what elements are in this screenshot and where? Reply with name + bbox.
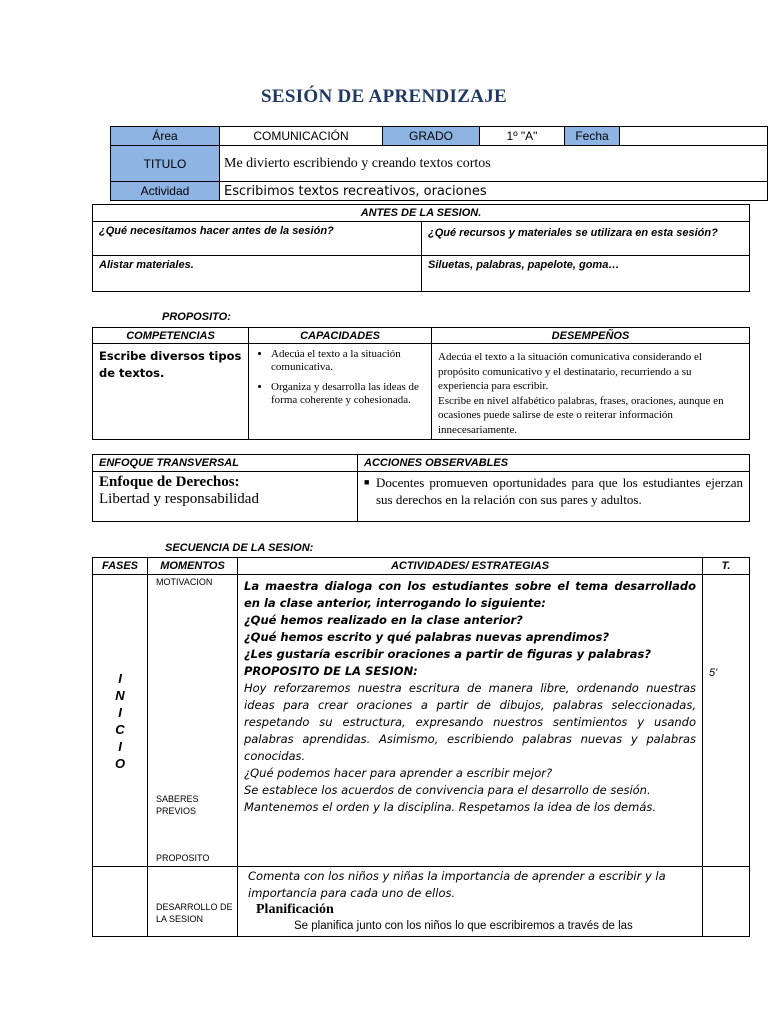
momentos-inicio — [148, 575, 238, 867]
secuencia-label: SECUENCIA DE LA SESION: — [165, 542, 314, 554]
mom-saberes: SABERES PREVIOS — [156, 794, 199, 816]
activity-line: ¿Qué hemos escrito y qué palabras nuevas aprendimos? — [244, 630, 610, 644]
actividades-normal — [244, 680, 696, 816]
desempeno-2: Escribe en nivel alfabético palabras, frases, oraciones, aunque en ocasiones puede salirse de este o reiterar información innecesariamente. — [438, 394, 724, 436]
actividades-desarrollo — [238, 867, 703, 937]
grado-value: 1º "A" — [480, 127, 565, 146]
actividades-bold — [244, 578, 696, 680]
mom-desarrollo: DESARROLLO DE LA SESION — [156, 902, 233, 924]
col-acciones: ACCIONES OBSERVABLES — [358, 455, 750, 472]
capacidad-item: • Organiza y desarrolla las ideas de forma coherente y cohesionada. — [271, 381, 431, 407]
enfoque-cell — [93, 472, 358, 522]
fase-inicio-letters — [93, 670, 147, 772]
antes-heading: ANTES DE LA SESION. — [93, 205, 750, 222]
col-momentos: MOMENTOS — [148, 558, 238, 575]
fase-letter: C — [115, 721, 125, 737]
fecha-value — [620, 127, 768, 146]
proposito-table — [92, 327, 750, 440]
planificacion-heading: Planificación — [256, 902, 334, 917]
activity-line: ¿Qué podemos hacer para aprender a escribir mejor? — [244, 766, 553, 780]
titulo-label: TITULO — [111, 146, 220, 182]
bullet-icon: ■ — [364, 477, 370, 487]
fecha-label: Fecha — [565, 127, 620, 146]
activity-line: PROPOSITO DE LA SESION: — [244, 664, 418, 678]
acciones-cell — [358, 472, 750, 522]
fase-desarrollo — [93, 867, 148, 937]
enfoque-name: Enfoque de Derechos: — [99, 474, 240, 490]
antes-a2: Siluetas, palabras, papelote, goma… — [422, 256, 750, 292]
activity-line: ¿Qué hemos realizado en la clase anterior? — [244, 613, 523, 627]
fase-letter: I — [118, 738, 122, 754]
col-fases: FASES — [93, 558, 148, 575]
activity-line: La maestra dialoga con los estudiantes sobre el tema desarrollado en la clase anterior, interrogando lo siguiente: — [244, 579, 696, 610]
grado-label: GRADO — [383, 127, 480, 146]
activity-line: ¿Les gustaría escribir oraciones a partir de figuras y palabras? — [244, 647, 651, 661]
col-competencias: COMPETENCIAS — [93, 328, 249, 344]
titulo-value: Me divierto escribiendo y creando textos cortos — [220, 146, 768, 182]
area-label: Área — [111, 127, 220, 146]
antes-a1: Alistar materiales. — [93, 256, 422, 292]
col-desempenos: DESEMPEÑOS — [432, 328, 750, 344]
capacidades-cell — [249, 344, 432, 440]
antes-q2: ¿Qué recursos y materiales se utilizara en esta sesión? — [422, 222, 750, 256]
desempenos-cell — [432, 344, 750, 440]
col-actividades: ACTIVIDADES/ ESTRATEGIAS — [238, 558, 703, 575]
antes-q1: ¿Qué necesitamos hacer antes de la sesión? — [93, 222, 422, 256]
area-value: COMUNICACIÓN — [220, 127, 383, 146]
capacidad-item: • Adecúa el texto a la situación comunicativa. — [271, 348, 431, 374]
fase-letter: I — [118, 704, 122, 720]
momentos-desarrollo — [148, 867, 238, 937]
accion-item — [364, 474, 743, 508]
capacidades-list — [249, 348, 431, 407]
secuencia-table — [92, 557, 750, 937]
planificacion-text: Se planifica junto con los niños lo que escribiremos a través de las — [294, 920, 633, 932]
col-enfoque: ENFOQUE TRANSVERSAL — [93, 455, 358, 472]
accion-text: Docentes promueven oportunidades para que los estudiantes ejerzan sus derechos en la relación con sus pares y adultos. — [376, 475, 743, 507]
competencia: Escribe diversos tipos de textos. — [93, 344, 249, 440]
actividad-label: Actividad — [111, 182, 220, 201]
col-capacidades: CAPACIDADES — [249, 328, 432, 344]
fase-inicio — [93, 575, 148, 867]
proposito-label: PROPOSITO: — [162, 311, 231, 323]
header-table — [110, 126, 768, 201]
tiempo-desarrollo — [703, 867, 750, 937]
page-title: SESIÓN DE APRENDIZAJE — [261, 86, 507, 107]
col-t: T. — [703, 558, 750, 575]
mom-motivacion: MOTIVACION — [156, 577, 213, 587]
mom-proposito: PROPOSITO — [156, 853, 210, 863]
tiempo-inicio: 5' — [703, 575, 750, 867]
activity-line: Se establece los acuerdos de convivencia para el desarrollo de sesión. — [244, 783, 651, 797]
antes-table — [92, 204, 750, 292]
fase-letter: I — [118, 670, 122, 686]
fase-letter: N — [115, 687, 125, 703]
fase-letter: O — [114, 755, 126, 771]
activity-line: Mantenemos el orden y la disciplina. Respetamos la idea de los demás. — [244, 800, 657, 814]
desarrollo-intro: Comenta con los niños y niñas la importancia de aprender a escribir y la importancia para cada uno de ellos. — [248, 869, 666, 900]
enfoque-table — [92, 454, 750, 522]
enfoque-value: Libertad y responsabilidad — [99, 491, 259, 507]
desempeno-1: Adecúa el texto a la situación comunicativa considerando el propósito comunicativo y el destinatario, recurriendo a su experiencia para escribir. — [438, 351, 702, 392]
activity-line: Hoy reforzaremos nuestra escritura de manera libre, ordenando nuestras ideas para crear oraciones a partir de dibujos, palabras seleccionadas, respetando su estructura, expresando nuestros sentimientos y usando palabras aprendidas. Asimismo, escribiendo palabras nuevas y palabras conocidas. — [244, 681, 696, 763]
actividad-value: Escribimos textos recreativos, oraciones — [220, 182, 768, 201]
actividades-inicio — [238, 575, 703, 867]
